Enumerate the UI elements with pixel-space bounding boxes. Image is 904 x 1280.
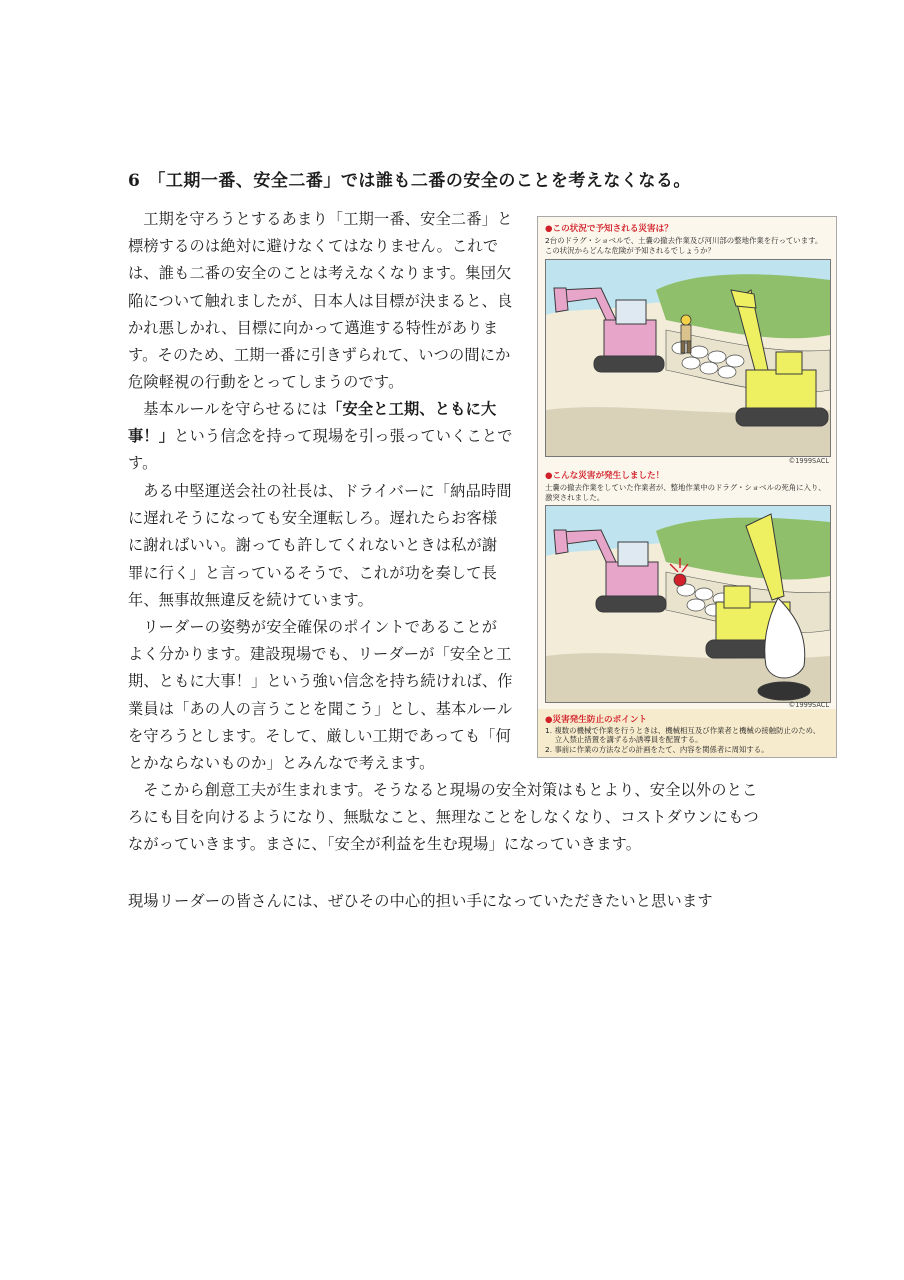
text-line: ながっていきます。まさに、「安全が利益を生む現場」になっていきます。 [128, 835, 642, 854]
text-line: す。 [128, 454, 158, 473]
text-line: を守ろうとします。そして、厳しい工期であっても「何 [128, 726, 512, 745]
section-number: 6 [128, 171, 141, 191]
text-line: は、誰も二番の安全のことは考えなくなります。集団欠 [128, 264, 512, 283]
text-line: 罪に行く」と言っているそうで、これが功を奏して長 [128, 563, 497, 582]
emphasis-text: 「安全と工期、ともに大 [327, 400, 497, 418]
excavators-scene-illustration [546, 260, 830, 456]
prevention-title: ●災害発生防止のポイント [545, 715, 648, 725]
text-line: かれ悪しかれ、目標に向かって邁進する特性がありま [128, 318, 499, 337]
text-line: リーダーの姿勢が安全確保のポイントであることが [143, 618, 498, 636]
text-line [128, 423, 523, 450]
question-title: ●この状況で予知される災害は？ [545, 224, 673, 234]
text-line: に謝ればいい。謝っても許してくれないときは私が謝 [128, 536, 498, 555]
text-line: 標榜するのは絶対に避けなくてはなりません。これで [128, 237, 499, 256]
text-line: に遅れそうになっても安全運転しろ。遅れたらお客様 [128, 509, 498, 528]
copyright-label: ©1999SACL [788, 701, 829, 709]
incident-title: ●こんな災害が発生しました！ [545, 471, 665, 481]
section-heading [128, 166, 828, 191]
copyright-label: ©1999SACL [788, 457, 829, 465]
text-line: 期、ともに大事！」という強い信念を持ち続ければ、作 [128, 672, 513, 691]
section-title: 「工期一番、安全二番」では誰も二番の安全のことを考えなくなる。 [148, 171, 691, 191]
text-line: そこから創意工夫が生まれます。そうなると現場の安全対策はもとより、安全以外のとこ [143, 781, 758, 799]
emphasis-text: 事！」 [128, 427, 175, 446]
text-line: 年、無事故無違反を続けています。 [128, 590, 373, 609]
text-line [128, 396, 523, 423]
text-fragment: という信念を持って現場を引っ張っていくことで [174, 427, 513, 446]
text-line: 工期を守ろうとするあまり「工期一番、安全二番」と [143, 210, 513, 228]
incident-text-line: 激突されました。 [545, 493, 605, 502]
text-line: 現場リーダーの皆さんには、ぜひその中心的担い手になっていただきたいと思います [128, 892, 713, 910]
text-line: よく分かります。建設現場でも、リーダーが「安全と工 [128, 645, 512, 664]
text-line: す。そのため、工期一番に引きずられて、いつの間にか [128, 346, 511, 365]
question-text-line: 2台のドラグ・ショベルで、土嚢の撤去作業及び河川部の整地作業を行っています。 [545, 236, 823, 245]
text-line: 陥について触れましたが、日本人は目標が決まると、良 [128, 291, 513, 310]
text-line: ある中堅運送会社の社長は、ドライバーに「納品時間 [143, 482, 512, 500]
incident-text-line: 土嚢の撤去作業をしていた作業者が、整地作業中のドラグ・ショベルの死角に入り、 [545, 483, 826, 492]
paragraph-1 [128, 206, 523, 396]
prevention-item: 2. 事前に作業の方法などの計画をたて、内容を関係者に周知する。 [545, 745, 769, 754]
accident-scene-illustration [546, 506, 830, 702]
prevention-item: 1. 複数の機械で作業を行うときは、機械相互及び作業者と機械の接触防止のため、 [545, 726, 821, 735]
text-line: 危険軽視の行動をとってしまうのです。 [128, 373, 404, 392]
text-fragment: 基本ルールを守らせるには [143, 400, 328, 418]
text-line: ろにも目を向けるようになり、無駄なこと、無理なことをしなくなり、コストダウンにもつ [128, 808, 759, 827]
closing-paragraph [128, 888, 788, 915]
paragraph-5 [128, 777, 788, 859]
prevention-points-box [538, 709, 836, 757]
paragraph-2 [128, 396, 523, 478]
illustration-panel-before [545, 259, 831, 457]
text-line: とかならないものか」とみんなで考えます。 [128, 754, 435, 773]
paragraph-4 [128, 614, 523, 777]
paragraph-3 [128, 478, 523, 614]
illustration-panel-after [545, 505, 831, 703]
hazard-prediction-figure [537, 216, 837, 758]
prevention-item: 立入禁止措置を講ずるか誘導員を配置する。 [545, 735, 703, 744]
text-line: 業員は「あの人の言うことを聞こう」とし、基本ルール [128, 699, 513, 718]
question-text-line: この状況からどんな危険が予知されるでしょうか？ [545, 246, 715, 255]
